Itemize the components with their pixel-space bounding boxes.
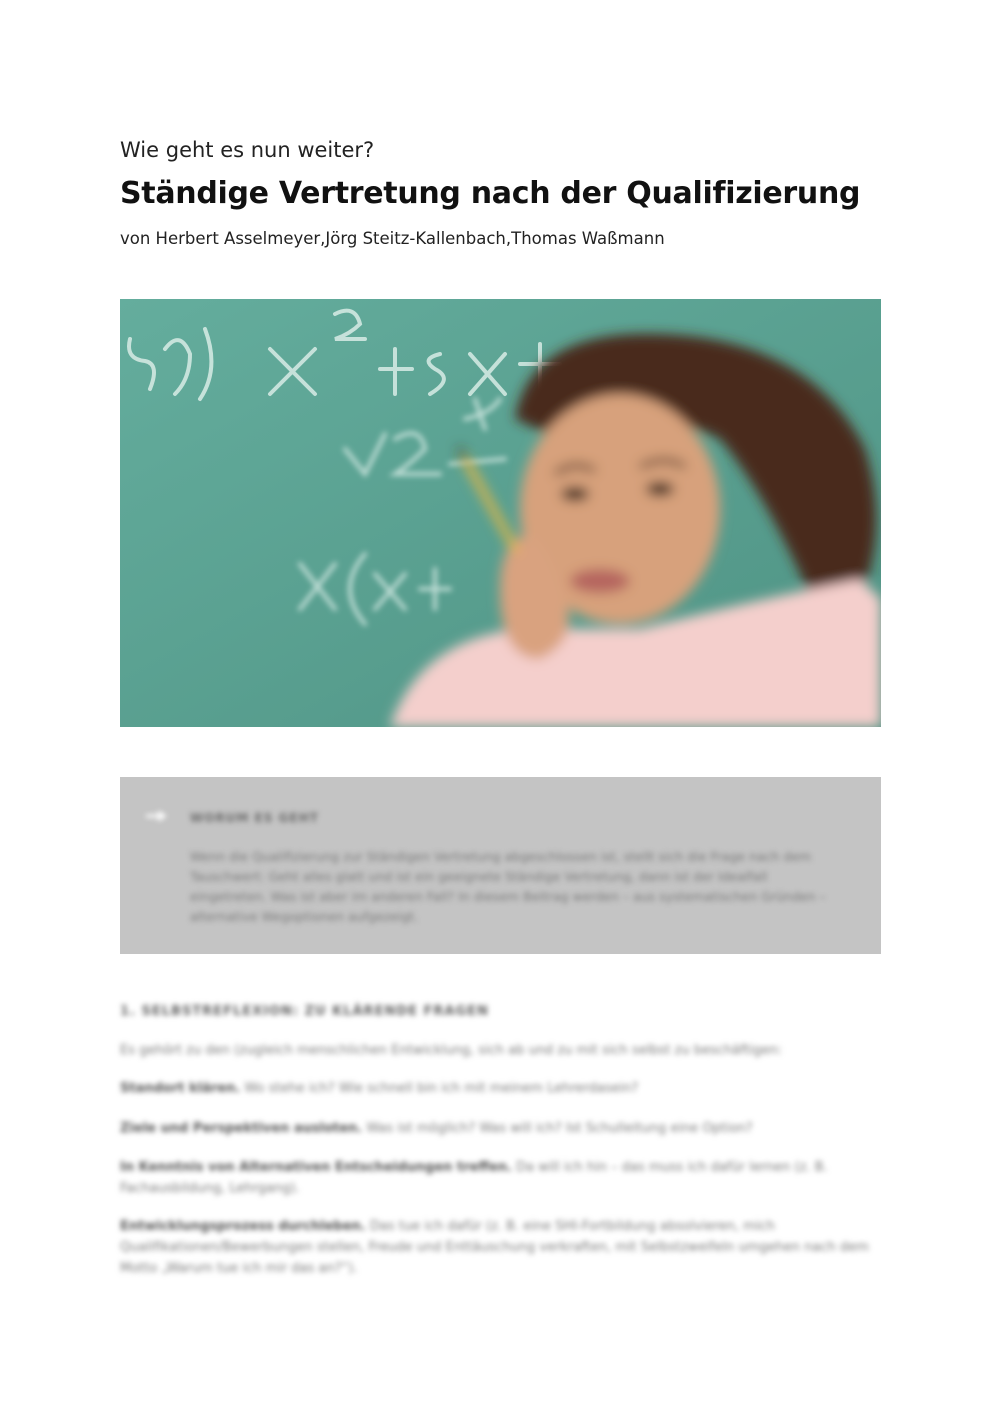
section-intro: Es gehört zu den (zugleich menschlichen Entwicklung, sich ab und zu mit sich selbst zu beschäftigen: — [120, 1043, 783, 1058]
item-bold: Standort klären. — [120, 1081, 241, 1096]
item-bold: Ziele und Perspektiven ausloten. — [120, 1121, 363, 1136]
list-item — [120, 1118, 882, 1139]
info-heading: WORUM ES GEHT — [190, 811, 319, 825]
item-bold: In Kenntnis von Alternativen Entscheidungen treffen. — [120, 1160, 512, 1175]
kicker: Wie geht es nun weiter? — [120, 138, 375, 162]
arrow-icon — [146, 811, 168, 821]
article-title: Ständige Vertretung nach der Qualifizierung — [120, 176, 861, 211]
item-bold: Entwicklungsprozess durchleben. — [120, 1219, 366, 1234]
info-box — [120, 777, 881, 954]
list-item — [120, 1157, 882, 1199]
list-item — [120, 1078, 882, 1099]
section-heading: 1. SELBSTREFLEXION: ZU KLÄRENDE FRAGEN — [120, 1004, 489, 1019]
hero-image — [120, 299, 881, 727]
item-text: Was ist möglich? Was will ich? Ist Schulleitung eine Option? — [362, 1121, 753, 1136]
item-text: Das tue ich dafür (z. B. eine SHI-Fortbildung absolvieren, mich Qualifikationen/Bewerbungen stellen, Freude und Enttäuschung verkraften, mit Selbstzweifeln umgehen nach dem Motto „Warum tue ich mir das an?“). — [120, 1219, 869, 1276]
authors: von Herbert Asselmeyer,Jörg Steitz-Kallenbach,Thomas Waßmann — [120, 229, 665, 248]
info-text: Wenn die Qualifizierung zur Ständigen Vertretung abgeschlossen ist, stellt sich die Frage nach dem Tauschwert: Geht alles glatt und ist ein geeignete Ständige Vertretung, dann ist der Idealfall eingetreten. Was ist aber im anderen Fall? In diesem Beitrag werden – aus systematischen Gründen – alternative Wegoptionen aufgezeigt. — [190, 849, 826, 924]
lips — [570, 569, 630, 593]
item-text: Da will ich hin – das muss ich dafür lernen (z. B. Fachausbildung, Lehrgang). — [120, 1160, 828, 1196]
item-text: Wo stehe ich? Wie schnell bin ich mit meinem Lehrerdasein? — [240, 1081, 639, 1096]
list-item — [120, 1216, 882, 1279]
